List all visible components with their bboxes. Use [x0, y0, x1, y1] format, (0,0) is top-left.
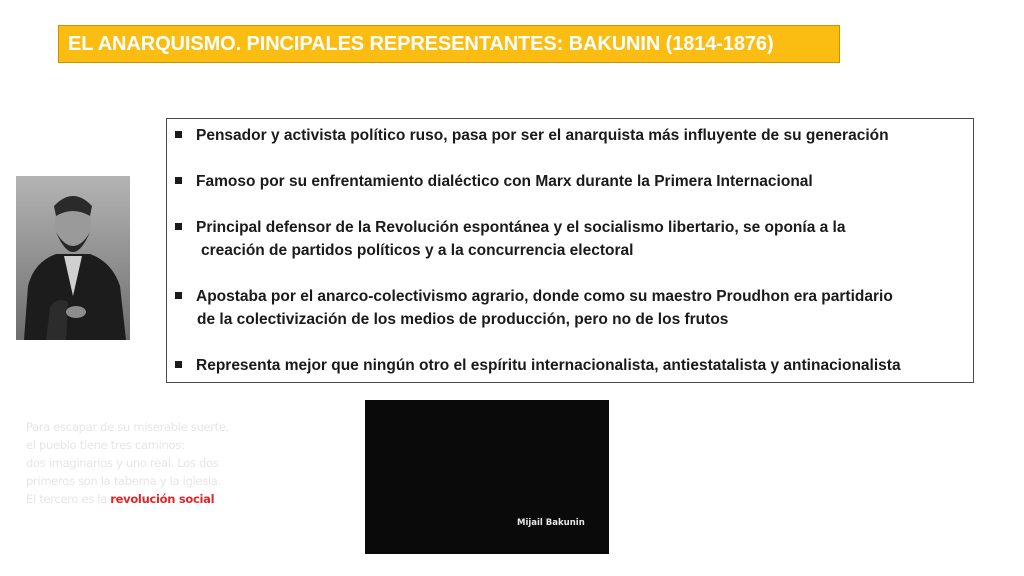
bullet-4 — [175, 285, 893, 331]
bakunin-portrait — [16, 176, 130, 340]
square-bullet-icon — [175, 177, 182, 184]
quote-line-5 — [26, 492, 218, 506]
quote-highlight: revolución social — [110, 492, 215, 506]
square-bullet-icon — [175, 292, 182, 299]
quote-line-1: Para escapar de su miserable suerte, — [26, 420, 230, 434]
quote-card — [365, 400, 609, 554]
bullet-5 — [175, 354, 901, 377]
bullets-panel — [166, 118, 974, 383]
bullet-1-text: Pensador y activista político ruso, pasa por ser el anarquista más influyente de su generación — [196, 127, 889, 144]
quote-line-3: dos imaginarios y uno real. Los dos — [26, 456, 219, 470]
bullet-4-text: Apostaba por el anarco-colectivismo agrario, donde como su maestro Proudhon era partidario — [196, 288, 893, 305]
bullet-1 — [175, 124, 889, 147]
bullet-5-text: Representa mejor que ningún otro el espíritu internacionalista, antiestatalista y antinacionalista — [196, 357, 901, 374]
bullet-3-text: Principal defensor de la Revolución espontánea y el socialismo libertario, se oponía a la — [196, 219, 846, 236]
bullet-2-text: Famoso por su enfrentamiento dialéctico con Marx durante la Primera Internacional — [196, 173, 813, 190]
square-bullet-icon — [175, 223, 182, 230]
title-banner — [58, 25, 840, 63]
bullet-4-continuation: de la colectivización de los medios de producción, pero no de los frutos — [197, 311, 729, 328]
quote-line-4: primeros son la taberna y la iglesia. — [26, 474, 221, 488]
slide-title: EL ANARQUISMO. PINCIPALES REPRESENTANTES: BAKUNIN (1814-1876) — [68, 32, 774, 55]
quote-line-5-prefix: El tercero es la — [26, 492, 111, 506]
quote-line-5-suffix: . — [214, 492, 218, 506]
quote-line-2: el pueblo tiene tres caminos: — [26, 438, 185, 452]
quote-author: Mijail Bakunin — [517, 518, 585, 528]
square-bullet-icon — [175, 361, 182, 368]
bullet-2 — [175, 170, 813, 193]
square-bullet-icon — [175, 131, 182, 138]
bullet-3 — [175, 216, 845, 262]
bullet-3-continuation: creación de partidos políticos y a la concurrencia electoral — [201, 242, 634, 259]
